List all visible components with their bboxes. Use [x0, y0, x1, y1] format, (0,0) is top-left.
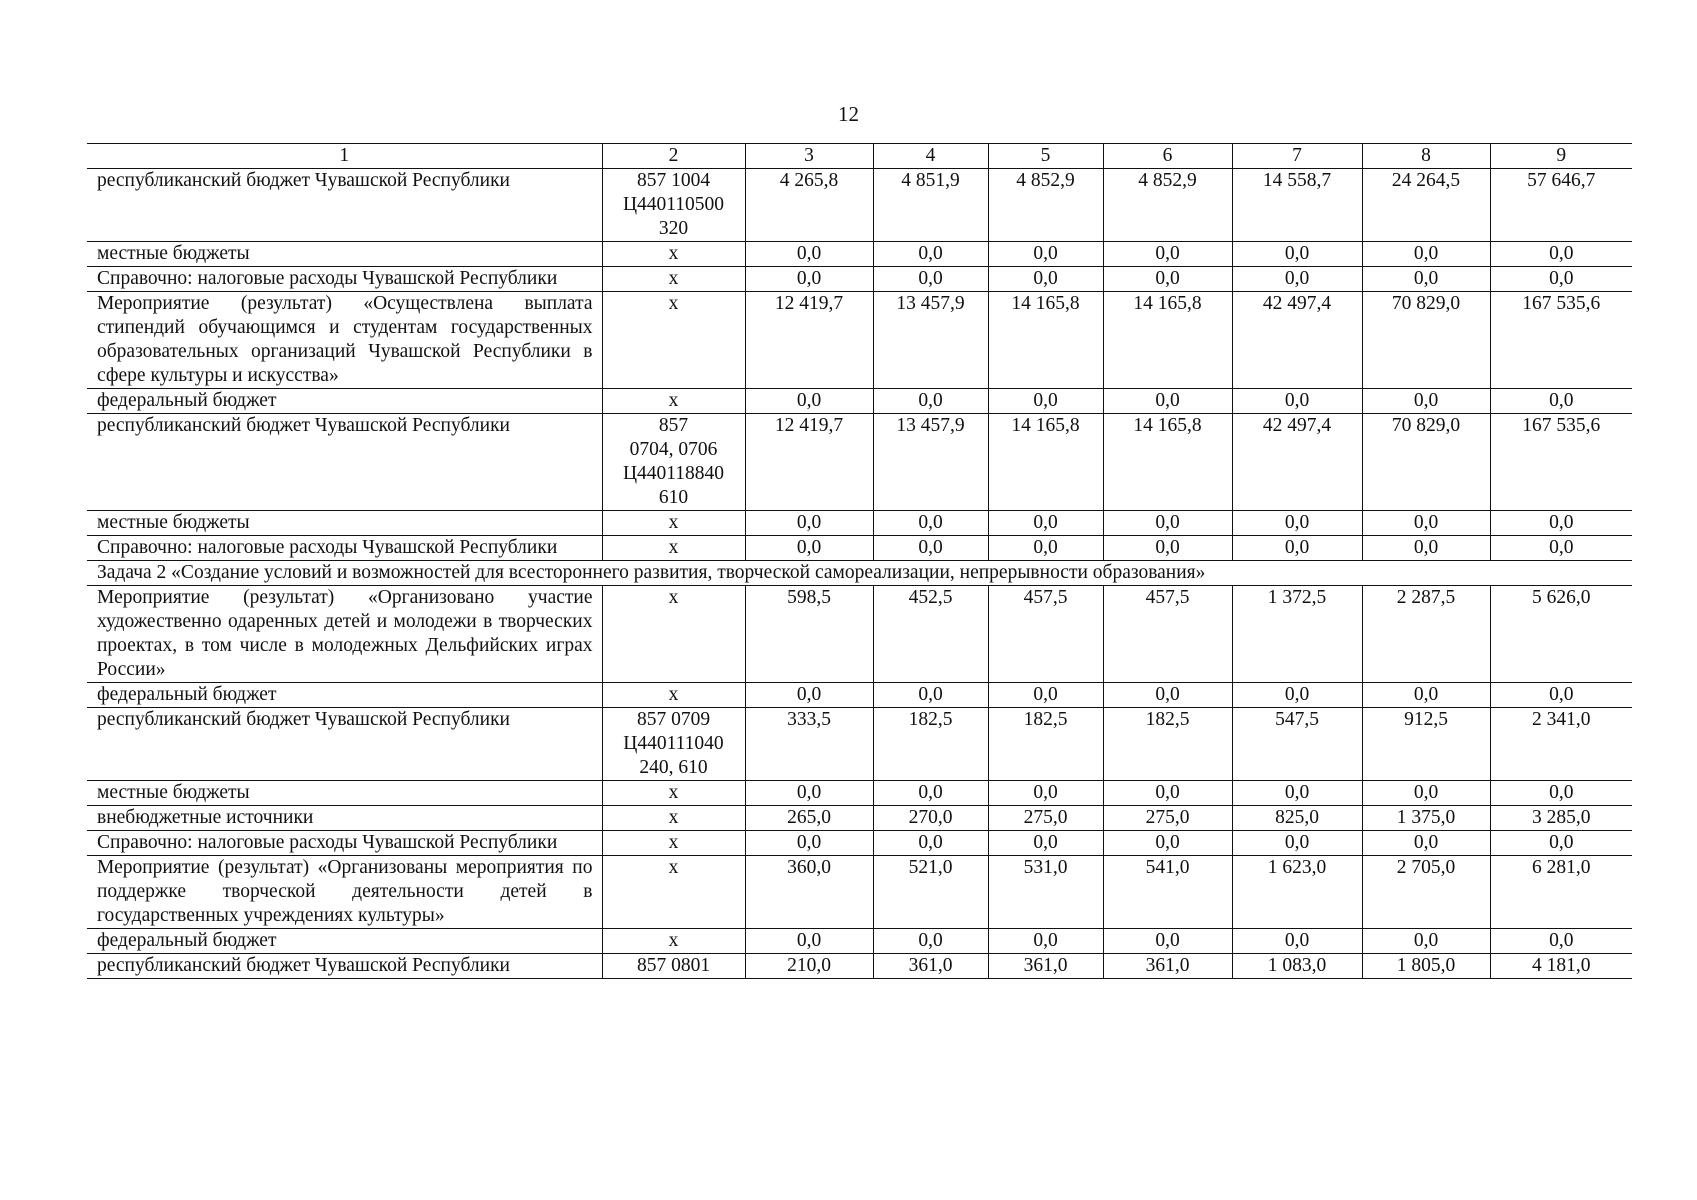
value-cell: 1 623,0 [1232, 856, 1362, 929]
value-cell: 24 264,5 [1362, 169, 1490, 242]
value-cell: 0,0 [873, 831, 988, 856]
value-cell: 0,0 [1103, 929, 1232, 954]
value-cell: 57 646,7 [1490, 169, 1632, 242]
value-cell: 521,0 [873, 856, 988, 929]
value-cell: 0,0 [988, 831, 1103, 856]
budget-code: x [602, 242, 745, 267]
budget-code: 857 0709 Ц440111040 240, 610 [602, 708, 745, 781]
table-row [87, 536, 1632, 561]
value-cell: 1 372,5 [1232, 586, 1362, 683]
value-cell: 4 181,0 [1490, 954, 1632, 979]
value-cell: 0,0 [745, 267, 873, 292]
budget-code: 857 0704, 0706 Ц440118840 610 [602, 414, 745, 511]
budget-code: x [602, 292, 745, 389]
value-cell: 5 626,0 [1490, 586, 1632, 683]
value-cell: 0,0 [873, 389, 988, 414]
value-cell: 12 419,7 [745, 292, 873, 389]
value-cell: 42 497,4 [1232, 292, 1362, 389]
value-cell: 0,0 [1232, 267, 1362, 292]
value-cell: 3 285,0 [1490, 806, 1632, 831]
value-cell: 0,0 [1103, 242, 1232, 267]
budget-code: x [602, 267, 745, 292]
value-cell: 0,0 [1490, 831, 1632, 856]
value-cell: 0,0 [1232, 389, 1362, 414]
header-cell: 8 [1362, 144, 1490, 169]
value-cell: 0,0 [988, 929, 1103, 954]
value-cell: 0,0 [1362, 683, 1490, 708]
table-row [87, 856, 1632, 929]
budget-code: x [602, 856, 745, 929]
table-row [87, 929, 1632, 954]
value-cell: 0,0 [1362, 389, 1490, 414]
value-cell: 2 705,0 [1362, 856, 1490, 929]
value-cell: 0,0 [745, 242, 873, 267]
value-cell: 361,0 [988, 954, 1103, 979]
value-cell: 0,0 [988, 389, 1103, 414]
value-cell: 0,0 [988, 511, 1103, 536]
budget-code: x [602, 536, 745, 561]
value-cell: 452,5 [873, 586, 988, 683]
value-cell: 0,0 [1232, 242, 1362, 267]
value-cell: 0,0 [1362, 536, 1490, 561]
value-cell: 12 419,7 [745, 414, 873, 511]
value-cell: 0,0 [1490, 389, 1632, 414]
value-cell: 182,5 [873, 708, 988, 781]
value-cell: 0,0 [1232, 929, 1362, 954]
value-cell: 14 165,8 [988, 414, 1103, 511]
table-row [87, 586, 1632, 683]
value-cell: 2 341,0 [1490, 708, 1632, 781]
value-cell: 0,0 [1232, 511, 1362, 536]
value-cell: 541,0 [1103, 856, 1232, 929]
value-cell: 0,0 [873, 536, 988, 561]
value-cell: 167 535,6 [1490, 414, 1632, 511]
value-cell: 270,0 [873, 806, 988, 831]
value-cell: 0,0 [1490, 929, 1632, 954]
value-cell: 0,0 [873, 511, 988, 536]
row-name: федеральный бюджет [87, 929, 602, 954]
value-cell: 0,0 [1490, 267, 1632, 292]
header-cell: 5 [988, 144, 1103, 169]
row-name: Мероприятие (результат) «Осуществлена выплата стипендий обучающимся и студентам государственных образовательных организаций Чувашской Республики в сфере культуры и искусства» [87, 292, 602, 389]
value-cell: 0,0 [1362, 511, 1490, 536]
table-row [87, 806, 1632, 831]
budget-code: x [602, 586, 745, 683]
value-cell: 0,0 [1103, 683, 1232, 708]
table-row [87, 389, 1632, 414]
value-cell: 0,0 [1232, 781, 1362, 806]
value-cell: 13 457,9 [873, 292, 988, 389]
value-cell: 0,0 [988, 781, 1103, 806]
header-cell: 9 [1490, 144, 1632, 169]
value-cell: 0,0 [1103, 781, 1232, 806]
value-cell: 1 375,0 [1362, 806, 1490, 831]
table-row [87, 954, 1632, 979]
value-cell: 0,0 [745, 683, 873, 708]
value-cell: 1 805,0 [1362, 954, 1490, 979]
row-name: Справочно: налоговые расходы Чувашской Республики [87, 267, 602, 292]
value-cell: 0,0 [1103, 831, 1232, 856]
value-cell: 360,0 [745, 856, 873, 929]
value-cell: 1 083,0 [1232, 954, 1362, 979]
row-name: местные бюджеты [87, 242, 602, 267]
header-cell: 1 [87, 144, 602, 169]
value-cell: 4 852,9 [988, 169, 1103, 242]
value-cell: 361,0 [1103, 954, 1232, 979]
value-cell: 42 497,4 [1232, 414, 1362, 511]
task-title: Задача 2 «Создание условий и возможностей для всестороннего развития, творческой самореализации, непрерывности образования» [87, 561, 1632, 586]
value-cell: 0,0 [1490, 536, 1632, 561]
value-cell: 825,0 [1232, 806, 1362, 831]
value-cell: 70 829,0 [1362, 292, 1490, 389]
row-name: местные бюджеты [87, 511, 602, 536]
value-cell: 4 265,8 [745, 169, 873, 242]
value-cell: 4 851,9 [873, 169, 988, 242]
budget-code: x [602, 831, 745, 856]
value-cell: 0,0 [1362, 242, 1490, 267]
value-cell: 70 829,0 [1362, 414, 1490, 511]
value-cell: 4 852,9 [1103, 169, 1232, 242]
value-cell: 0,0 [988, 536, 1103, 561]
value-cell: 0,0 [1362, 929, 1490, 954]
value-cell: 14 165,8 [1103, 414, 1232, 511]
value-cell: 14 558,7 [1232, 169, 1362, 242]
value-cell: 912,5 [1362, 708, 1490, 781]
row-name: Справочно: налоговые расходы Чувашской Республики [87, 831, 602, 856]
row-name: федеральный бюджет [87, 389, 602, 414]
value-cell: 0,0 [1103, 389, 1232, 414]
value-cell: 0,0 [1232, 831, 1362, 856]
value-cell: 0,0 [745, 929, 873, 954]
value-cell: 333,5 [745, 708, 873, 781]
value-cell: 167 535,6 [1490, 292, 1632, 389]
row-name: республиканский бюджет Чувашской Республики [87, 169, 602, 242]
table-row [87, 781, 1632, 806]
table-row [87, 831, 1632, 856]
value-cell: 14 165,8 [1103, 292, 1232, 389]
value-cell: 0,0 [1490, 781, 1632, 806]
value-cell: 457,5 [1103, 586, 1232, 683]
value-cell: 457,5 [988, 586, 1103, 683]
value-cell: 0,0 [745, 389, 873, 414]
value-cell: 0,0 [745, 536, 873, 561]
value-cell: 210,0 [745, 954, 873, 979]
budget-code: x [602, 683, 745, 708]
budget-code: 857 0801 [602, 954, 745, 979]
header-row [87, 144, 1632, 169]
value-cell: 0,0 [988, 683, 1103, 708]
budget-code: x [602, 389, 745, 414]
table-row [87, 708, 1632, 781]
task-row [87, 561, 1632, 586]
value-cell: 0,0 [1232, 536, 1362, 561]
value-cell: 275,0 [1103, 806, 1232, 831]
value-cell: 0,0 [1103, 511, 1232, 536]
value-cell: 0,0 [1490, 511, 1632, 536]
table-row [87, 292, 1632, 389]
row-name: республиканский бюджет Чувашской Республики [87, 414, 602, 511]
table-row [87, 511, 1632, 536]
table-row [87, 242, 1632, 267]
header-cell: 6 [1103, 144, 1232, 169]
table-row [87, 683, 1632, 708]
value-cell: 0,0 [988, 242, 1103, 267]
value-cell: 0,0 [745, 781, 873, 806]
value-cell: 531,0 [988, 856, 1103, 929]
header-cell: 4 [873, 144, 988, 169]
row-name: внебюджетные источники [87, 806, 602, 831]
budget-code: x [602, 929, 745, 954]
header-cell: 2 [602, 144, 745, 169]
value-cell: 182,5 [1103, 708, 1232, 781]
row-name: федеральный бюджет [87, 683, 602, 708]
table-row [87, 169, 1632, 242]
value-cell: 598,5 [745, 586, 873, 683]
value-cell: 6 281,0 [1490, 856, 1632, 929]
value-cell: 14 165,8 [988, 292, 1103, 389]
value-cell: 0,0 [1490, 683, 1632, 708]
value-cell: 13 457,9 [873, 414, 988, 511]
value-cell: 547,5 [1232, 708, 1362, 781]
budget-table [87, 143, 1632, 979]
value-cell: 182,5 [988, 708, 1103, 781]
budget-code: x [602, 806, 745, 831]
value-cell: 265,0 [745, 806, 873, 831]
row-name: республиканский бюджет Чувашской Республики [87, 954, 602, 979]
row-name: местные бюджеты [87, 781, 602, 806]
value-cell: 0,0 [1362, 781, 1490, 806]
value-cell: 0,0 [873, 267, 988, 292]
value-cell: 0,0 [1232, 683, 1362, 708]
value-cell: 0,0 [873, 683, 988, 708]
header-cell: 7 [1232, 144, 1362, 169]
value-cell: 0,0 [1490, 242, 1632, 267]
row-name: республиканский бюджет Чувашской Республики [87, 708, 602, 781]
table-row [87, 267, 1632, 292]
value-cell: 0,0 [1362, 267, 1490, 292]
value-cell: 0,0 [1103, 267, 1232, 292]
value-cell: 0,0 [873, 242, 988, 267]
value-cell: 0,0 [1362, 831, 1490, 856]
value-cell: 0,0 [988, 267, 1103, 292]
value-cell: 2 287,5 [1362, 586, 1490, 683]
value-cell: 361,0 [873, 954, 988, 979]
value-cell: 0,0 [873, 781, 988, 806]
table-row [87, 414, 1632, 511]
budget-code: x [602, 781, 745, 806]
row-name: Мероприятие (результат) «Организованы мероприятия по поддержке творческой деятельности детей в государственных учреждениях культуры» [87, 856, 602, 929]
value-cell: 0,0 [745, 511, 873, 536]
row-name: Мероприятие (результат) «Организовано участие художественно одаренных детей и молодежи в творческих проектах, в том числе в молодежных Дельфийских играх России» [87, 586, 602, 683]
value-cell: 0,0 [873, 929, 988, 954]
budget-code: 857 1004 Ц440110500 320 [602, 169, 745, 242]
value-cell: 275,0 [988, 806, 1103, 831]
page-number: 12 [838, 102, 859, 126]
budget-code: x [602, 511, 745, 536]
header-cell: 3 [745, 144, 873, 169]
value-cell: 0,0 [745, 831, 873, 856]
value-cell: 0,0 [1103, 536, 1232, 561]
row-name: Справочно: налоговые расходы Чувашской Республики [87, 536, 602, 561]
